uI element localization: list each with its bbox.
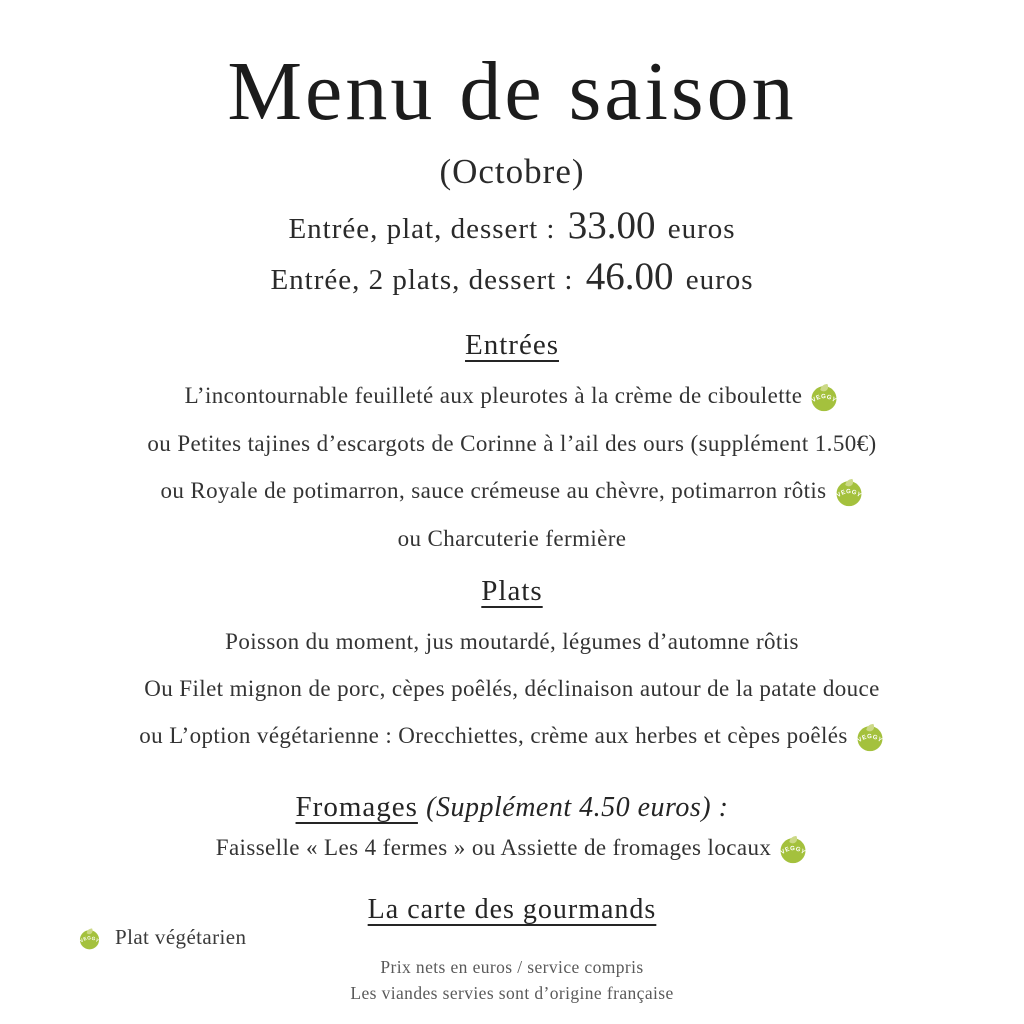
- footer-line: Les viandes servies sont d’origine française: [350, 983, 674, 1004]
- legend-label: Plat végétarien: [115, 925, 247, 949]
- menu-item-text: ou Petites tajines d’escargots de Corinne à l’ail des ours (supplément 1.50€): [147, 431, 877, 457]
- price-amount: 33.00: [567, 204, 656, 248]
- veggy-icon: [809, 382, 839, 412]
- footer-line: Prix nets en euros / service compris: [380, 957, 644, 978]
- footer: [0, 954, 1024, 1006]
- price-unit: euros: [667, 213, 736, 246]
- veggy-icon: [834, 477, 864, 507]
- menu-month: (Octobre): [439, 152, 585, 192]
- veggy-icon: [778, 834, 808, 864]
- svg-text:VEGGY: VEGGY: [79, 936, 100, 945]
- menu-item-text: Faisselle « Les 4 fermes » ou Assiette de fromages locaux: [215, 835, 772, 861]
- menu-item: [0, 524, 1024, 554]
- fromages-supplement: (Supplément 4.50 euros) :: [426, 792, 729, 824]
- section-heading-gourmands: La carte des gourmands: [367, 894, 657, 926]
- price-line: [0, 202, 1024, 253]
- menu-item: [0, 674, 1024, 704]
- price-unit: euros: [685, 264, 754, 297]
- section-heading-fromages: Fromages (Supplément 4.50 euros) :: [295, 791, 729, 824]
- menu-item: [0, 476, 1024, 507]
- veggy-legend: [78, 925, 246, 950]
- section-heading-plats: Plats: [481, 575, 543, 608]
- page-title: Menu de saison: [227, 45, 797, 138]
- menu-item: [0, 429, 1024, 459]
- price-label: Entrée, plat, dessert :: [288, 213, 556, 246]
- menu-item-text: Poisson du moment, jus moutardé, légumes d’automne rôtis: [225, 629, 799, 655]
- price-label: Entrée, 2 plats, dessert :: [270, 264, 574, 297]
- menu-item: [0, 721, 1024, 752]
- veggy-icon: [855, 722, 885, 752]
- svg-text:VEGGY: VEGGY: [779, 845, 807, 857]
- svg-text:VEGGY: VEGGY: [834, 488, 863, 500]
- menu-item: [0, 381, 1024, 412]
- price-line: [0, 253, 1024, 304]
- price-amount: 46.00: [585, 255, 674, 299]
- menu-item-text: ou Royale de potimarron, sauce crémeuse au chèvre, potimarron rôtis: [160, 478, 827, 504]
- svg-text:VEGGY: VEGGY: [856, 733, 884, 745]
- menu-item-text: ou Charcuterie fermière: [397, 526, 627, 552]
- svg-text:VEGGY: VEGGY: [810, 393, 838, 405]
- menu-item-text: Ou Filet mignon de porc, cèpes poêlés, déclinaison autour de la patate douce: [144, 676, 880, 702]
- price-list: [0, 202, 1024, 304]
- menu-item: [0, 833, 1024, 864]
- section-heading-entrees: Entrées: [465, 329, 559, 362]
- veggy-icon: [78, 927, 101, 950]
- menu-item-text: ou L’option végétarienne : Orecchiettes, crème aux herbes et cèpes poêlés: [139, 723, 848, 749]
- menu-item-text: L’incontournable feuilleté aux pleurotes à la crème de ciboulette: [184, 383, 803, 409]
- menu-item: [0, 627, 1024, 657]
